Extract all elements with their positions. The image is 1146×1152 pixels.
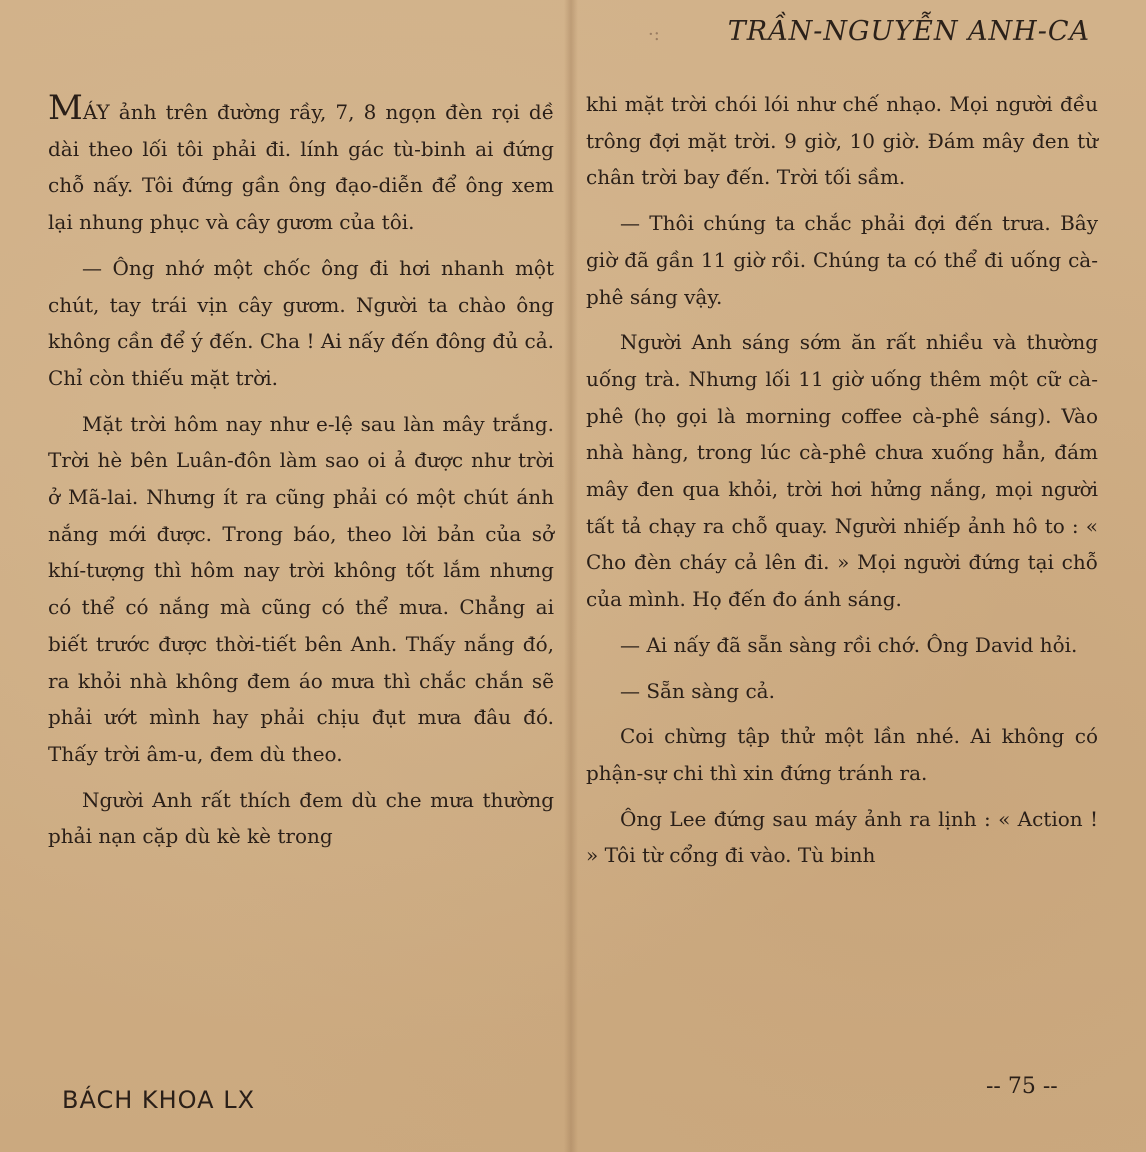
paragraph: — Ai nấy đã sẵn sàng rồi chớ. Ông David hỏi. [620, 632, 1078, 657]
page-number: -- 75 -- [986, 1074, 1058, 1099]
drop-cap: M [48, 88, 83, 128]
paragraph: Người Anh rất thích đem dù che mưa thường phải nạn cặp dù kè kè trong [48, 787, 554, 849]
publication-footer: BÁCH KHOA LX [62, 1086, 256, 1114]
paragraph: khi mặt trời chói lói như chế nhạo. Mọi người đều trông đợi mặt trời. 9 giờ, 10 giờ. Đám mây đen từ chân trời bay đến. Trời tối sầm. [586, 92, 1098, 190]
paragraph: Mặt trời hôm nay như e-lệ sau làn mây trắng. Trời hè bên Luân-đôn làm sao oi ả được như trời ở Mã-lai. Nhưng ít ra cũng phải có một chút ánh nắng mới được. Trong báo, theo lời bản của sở khí-tượng thì hôm nay trời không tốt lắm nhưng có thể có nắng mà cũng có thể mưa. Chẳng ai biết trước được thời-tiết bên Anh. Thấy nắng đó, ra khỏi nhà không đem áo mưa thì chắc chắn sẽ phải ướt mình hay phải chịu đụt mưa đâu đó. Thấy trời âm-u, đem dù theo. [48, 411, 554, 766]
paragraph: — Sẵn sàng cả. [620, 678, 775, 703]
paragraph [48, 88, 554, 241]
right-column [586, 86, 1098, 883]
paragraph: Ông Lee đứng sau máy ảnh ra lịnh : « Action ! » Tôi từ cổng đi vào. Tù binh [586, 806, 1098, 868]
page-gutter [564, 0, 578, 1152]
paragraph: Coi chừng tập thử một lần nhé. Ai không có phận-sự chi thì xin đứng tránh ra. [586, 724, 1098, 785]
ornament-icon: ·: [648, 24, 660, 45]
left-column [48, 88, 554, 864]
paragraph: — Ông nhớ một chốc ông đi hơi nhanh một chút, tay trái vịn cây gươm. Người ta chào ông không cần để ý đến. Cha ! Ai nấy đến đông đủ cả. Chỉ còn thiếu mặt trời. [48, 255, 554, 390]
running-header: TRẦN-NGUYỄN ANH-CA [727, 16, 1090, 47]
paragraph: Người Anh sáng sớm ăn rất nhiều và thường uống trà. Nhưng lối 11 giờ uống thêm một cữ cà-phê (họ gọi là morning coffee cà-phê sáng). Vào nhà hàng, trong lúc cà-phê chưa xuống hẳn, đám mây đen qua khỏi, trời hơi hửng nắng, mọi người tất tả chạy ra chỗ quay. Người nhiếp ảnh hô to : « Cho đèn cháy cả lên đi. » Mọi người đứng tại chỗ của mình. Họ đến đo ánh sáng. [586, 330, 1098, 612]
paragraph: — Thôi chúng ta chắc phải đợi đến trưa. Bây giờ đã gần 11 giờ rồi. Chúng ta có thể đi uống cà-phê sáng vậy. [586, 211, 1098, 309]
paragraph-text: ÁY ảnh trên đường rầy, 7, 8 ngọn đèn rọi dề dài theo lối tôi phải đi. lính gác tù-binh ai đứng chỗ nấy. Tôi đứng gần ông đạo-diễn để ông xem lại nhung phục và cây gươm của tôi. [48, 100, 554, 235]
